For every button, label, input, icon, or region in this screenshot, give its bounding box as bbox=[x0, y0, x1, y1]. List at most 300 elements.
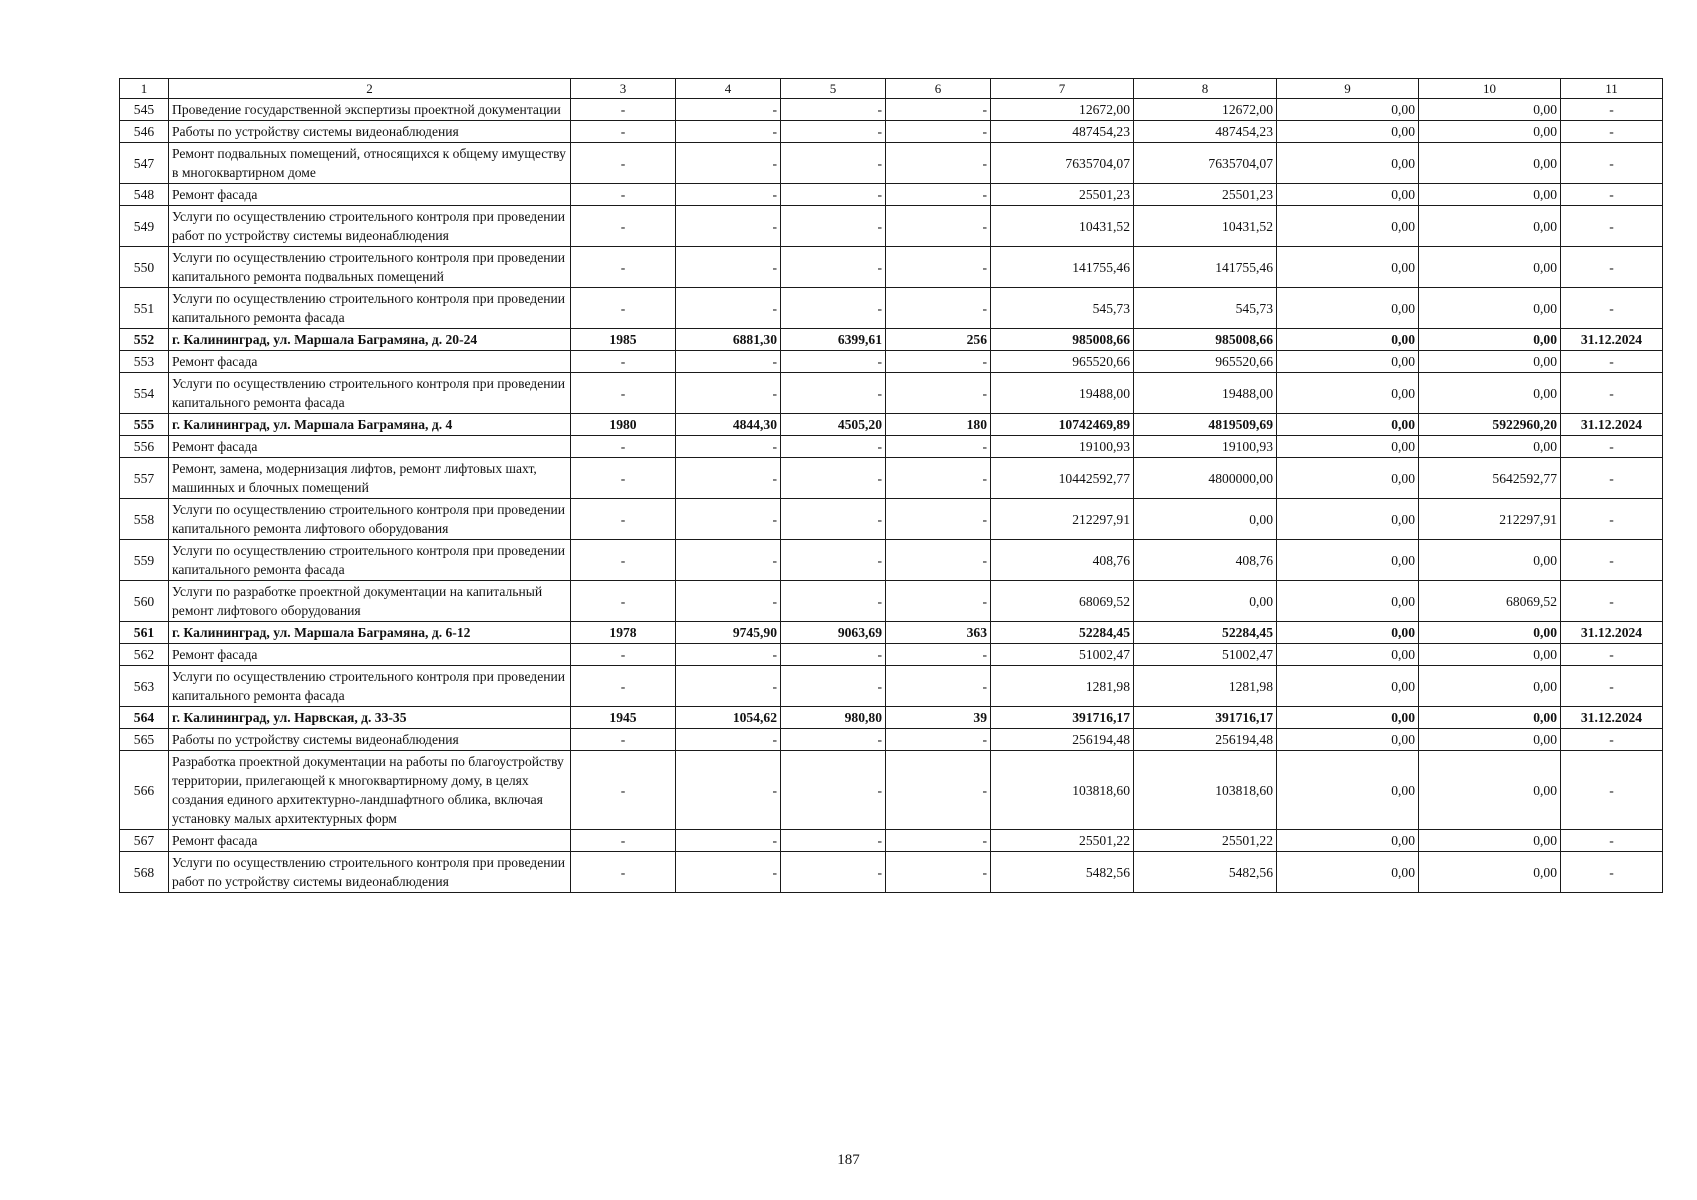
row-number: 563 bbox=[120, 666, 169, 707]
cell-col-3: - bbox=[571, 351, 676, 373]
row-number: 560 bbox=[120, 581, 169, 622]
cell-col-8: 7635704,07 bbox=[1134, 143, 1277, 184]
cell-col-4: - bbox=[676, 247, 781, 288]
row-number: 548 bbox=[120, 184, 169, 206]
table-row bbox=[120, 644, 1663, 666]
cell-col-4: - bbox=[676, 830, 781, 852]
cell-col-3: 1985 bbox=[571, 329, 676, 351]
work-name: Ремонт фасада bbox=[169, 436, 571, 458]
cell-col-7: 1281,98 bbox=[991, 666, 1134, 707]
cell-col-10: 0,00 bbox=[1419, 206, 1561, 247]
cell-col-7: 5482,56 bbox=[991, 852, 1134, 893]
cell-col-9: 0,00 bbox=[1277, 143, 1419, 184]
capital-repair-table bbox=[119, 78, 1663, 893]
cell-col-9: 0,00 bbox=[1277, 206, 1419, 247]
column-number-10: 10 bbox=[1419, 79, 1561, 99]
cell-col-9: 0,00 bbox=[1277, 436, 1419, 458]
cell-col-9: 0,00 bbox=[1277, 499, 1419, 540]
work-name: г. Калининград, ул. Маршала Баграмяна, д. 4 bbox=[169, 414, 571, 436]
column-number-11: 11 bbox=[1561, 79, 1663, 99]
cell-col-9: 0,00 bbox=[1277, 351, 1419, 373]
cell-col-3: - bbox=[571, 247, 676, 288]
row-number: 565 bbox=[120, 729, 169, 751]
table-row bbox=[120, 99, 1663, 121]
column-number-5: 5 bbox=[781, 79, 886, 99]
cell-col-10: 0,00 bbox=[1419, 121, 1561, 143]
cell-col-5: 6399,61 bbox=[781, 329, 886, 351]
table-row bbox=[120, 729, 1663, 751]
column-number-header-row bbox=[120, 79, 1663, 99]
cell-col-5: 4505,20 bbox=[781, 414, 886, 436]
cell-col-8: 391716,17 bbox=[1134, 707, 1277, 729]
cell-col-7: 19488,00 bbox=[991, 373, 1134, 414]
table-row bbox=[120, 121, 1663, 143]
table-row bbox=[120, 206, 1663, 247]
cell-col-4: - bbox=[676, 540, 781, 581]
table-row bbox=[120, 436, 1663, 458]
cell-col-4: - bbox=[676, 852, 781, 893]
cell-col-7: 10742469,89 bbox=[991, 414, 1134, 436]
row-number: 564 bbox=[120, 707, 169, 729]
cell-col-5: - bbox=[781, 458, 886, 499]
column-number-9: 9 bbox=[1277, 79, 1419, 99]
work-name: г. Калининград, ул. Нарвская, д. 33-35 bbox=[169, 707, 571, 729]
cell-col-4: - bbox=[676, 143, 781, 184]
cell-col-4: - bbox=[676, 666, 781, 707]
cell-col-3: - bbox=[571, 184, 676, 206]
cell-col-5: - bbox=[781, 499, 886, 540]
row-number: 561 bbox=[120, 622, 169, 644]
cell-col-11: 31.12.2024 bbox=[1561, 707, 1663, 729]
cell-col-4: - bbox=[676, 751, 781, 830]
cell-col-11: - bbox=[1561, 666, 1663, 707]
cell-col-7: 487454,23 bbox=[991, 121, 1134, 143]
cell-col-10: 0,00 bbox=[1419, 184, 1561, 206]
cell-col-4: - bbox=[676, 458, 781, 499]
row-number: 567 bbox=[120, 830, 169, 852]
cell-col-8: 4819509,69 bbox=[1134, 414, 1277, 436]
cell-col-3: - bbox=[571, 121, 676, 143]
cell-col-6: - bbox=[886, 184, 991, 206]
cell-col-11: - bbox=[1561, 99, 1663, 121]
page-number: 187 bbox=[837, 1152, 860, 1168]
cell-col-4: - bbox=[676, 184, 781, 206]
column-number-1: 1 bbox=[120, 79, 169, 99]
cell-col-4: - bbox=[676, 644, 781, 666]
row-number: 550 bbox=[120, 247, 169, 288]
table-row bbox=[120, 540, 1663, 581]
cell-col-3: - bbox=[571, 499, 676, 540]
cell-col-6: - bbox=[886, 540, 991, 581]
cell-col-11: - bbox=[1561, 206, 1663, 247]
cell-col-4: 4844,30 bbox=[676, 414, 781, 436]
cell-col-7: 212297,91 bbox=[991, 499, 1134, 540]
cell-col-7: 12672,00 bbox=[991, 99, 1134, 121]
cell-col-11: 31.12.2024 bbox=[1561, 622, 1663, 644]
column-number-6: 6 bbox=[886, 79, 991, 99]
cell-col-10: 5642592,77 bbox=[1419, 458, 1561, 499]
cell-col-7: 19100,93 bbox=[991, 436, 1134, 458]
cell-col-8: 25501,23 bbox=[1134, 184, 1277, 206]
cell-col-10: 5922960,20 bbox=[1419, 414, 1561, 436]
cell-col-6: - bbox=[886, 499, 991, 540]
cell-col-7: 103818,60 bbox=[991, 751, 1134, 830]
cell-col-3: - bbox=[571, 143, 676, 184]
table-row-address bbox=[120, 622, 1663, 644]
cell-col-11: - bbox=[1561, 184, 1663, 206]
cell-col-3: - bbox=[571, 830, 676, 852]
cell-col-8: 487454,23 bbox=[1134, 121, 1277, 143]
cell-col-6: - bbox=[886, 729, 991, 751]
cell-col-11: - bbox=[1561, 852, 1663, 893]
cell-col-6: 256 bbox=[886, 329, 991, 351]
work-name: Услуги по осуществлению строительного контроля при проведении капитального ремонта лифтового оборудования bbox=[169, 499, 571, 540]
work-name: Услуги по осуществлению строительного контроля при проведении капитального ремонта фасада bbox=[169, 540, 571, 581]
column-number-4: 4 bbox=[676, 79, 781, 99]
row-number: 558 bbox=[120, 499, 169, 540]
cell-col-5: 9063,69 bbox=[781, 622, 886, 644]
cell-col-9: 0,00 bbox=[1277, 540, 1419, 581]
cell-col-3: - bbox=[571, 644, 676, 666]
cell-col-11: - bbox=[1561, 143, 1663, 184]
cell-col-7: 10431,52 bbox=[991, 206, 1134, 247]
cell-col-8: 256194,48 bbox=[1134, 729, 1277, 751]
cell-col-11: 31.12.2024 bbox=[1561, 329, 1663, 351]
cell-col-5: - bbox=[781, 830, 886, 852]
cell-col-4: 1054,62 bbox=[676, 707, 781, 729]
row-number: 546 bbox=[120, 121, 169, 143]
work-name: Проведение государственной экспертизы проектной документации bbox=[169, 99, 571, 121]
cell-col-9: 0,00 bbox=[1277, 751, 1419, 830]
table-row-address bbox=[120, 707, 1663, 729]
cell-col-10: 0,00 bbox=[1419, 247, 1561, 288]
cell-col-6: - bbox=[886, 143, 991, 184]
cell-col-11: - bbox=[1561, 540, 1663, 581]
cell-col-11: - bbox=[1561, 288, 1663, 329]
work-name: Услуги по осуществлению строительного контроля при проведении капитального ремонта фасада bbox=[169, 666, 571, 707]
cell-col-6: - bbox=[886, 206, 991, 247]
cell-col-6: - bbox=[886, 99, 991, 121]
cell-col-10: 0,00 bbox=[1419, 351, 1561, 373]
cell-col-10: 0,00 bbox=[1419, 666, 1561, 707]
work-name: г. Калининград, ул. Маршала Баграмяна, д. 6-12 bbox=[169, 622, 571, 644]
cell-col-10: 0,00 bbox=[1419, 143, 1561, 184]
table-row-address bbox=[120, 414, 1663, 436]
table-row bbox=[120, 247, 1663, 288]
column-number-3: 3 bbox=[571, 79, 676, 99]
cell-col-7: 25501,23 bbox=[991, 184, 1134, 206]
cell-col-8: 52284,45 bbox=[1134, 622, 1277, 644]
cell-col-9: 0,00 bbox=[1277, 830, 1419, 852]
table-row bbox=[120, 830, 1663, 852]
cell-col-4: - bbox=[676, 373, 781, 414]
cell-col-3: - bbox=[571, 540, 676, 581]
cell-col-3: - bbox=[571, 99, 676, 121]
cell-col-9: 0,00 bbox=[1277, 666, 1419, 707]
cell-col-9: 0,00 bbox=[1277, 458, 1419, 499]
cell-col-8: 1281,98 bbox=[1134, 666, 1277, 707]
cell-col-6: - bbox=[886, 830, 991, 852]
cell-col-10: 0,00 bbox=[1419, 729, 1561, 751]
cell-col-10: 212297,91 bbox=[1419, 499, 1561, 540]
cell-col-10: 0,00 bbox=[1419, 436, 1561, 458]
cell-col-3: - bbox=[571, 288, 676, 329]
cell-col-9: 0,00 bbox=[1277, 121, 1419, 143]
work-name: Ремонт фасада bbox=[169, 644, 571, 666]
column-number-7: 7 bbox=[991, 79, 1134, 99]
cell-col-10: 0,00 bbox=[1419, 373, 1561, 414]
row-number: 562 bbox=[120, 644, 169, 666]
table-row bbox=[120, 499, 1663, 540]
cell-col-5: - bbox=[781, 666, 886, 707]
cell-col-4: - bbox=[676, 121, 781, 143]
cell-col-5: - bbox=[781, 143, 886, 184]
cell-col-3: - bbox=[571, 206, 676, 247]
cell-col-4: - bbox=[676, 499, 781, 540]
cell-col-4: - bbox=[676, 99, 781, 121]
cell-col-9: 0,00 bbox=[1277, 373, 1419, 414]
cell-col-9: 0,00 bbox=[1277, 184, 1419, 206]
cell-col-10: 0,00 bbox=[1419, 707, 1561, 729]
cell-col-8: 51002,47 bbox=[1134, 644, 1277, 666]
cell-col-3: - bbox=[571, 581, 676, 622]
cell-col-5: - bbox=[781, 184, 886, 206]
cell-col-5: - bbox=[781, 644, 886, 666]
table-row bbox=[120, 666, 1663, 707]
cell-col-3: - bbox=[571, 458, 676, 499]
cell-col-11: - bbox=[1561, 751, 1663, 830]
work-name: Услуги по осуществлению строительного контроля при проведении капитального ремонта фасада bbox=[169, 288, 571, 329]
cell-col-9: 0,00 bbox=[1277, 99, 1419, 121]
cell-col-8: 19100,93 bbox=[1134, 436, 1277, 458]
cell-col-6: - bbox=[886, 121, 991, 143]
row-number: 547 bbox=[120, 143, 169, 184]
cell-col-4: - bbox=[676, 206, 781, 247]
cell-col-5: - bbox=[781, 581, 886, 622]
table-row bbox=[120, 288, 1663, 329]
cell-col-10: 0,00 bbox=[1419, 540, 1561, 581]
work-name: Услуги по осуществлению строительного контроля при проведении работ по устройству системы видеонаблюдения bbox=[169, 206, 571, 247]
cell-col-11: - bbox=[1561, 458, 1663, 499]
row-number: 568 bbox=[120, 852, 169, 893]
cell-col-5: 980,80 bbox=[781, 707, 886, 729]
cell-col-6: - bbox=[886, 436, 991, 458]
cell-col-5: - bbox=[781, 852, 886, 893]
cell-col-6: - bbox=[886, 373, 991, 414]
cell-col-10: 0,00 bbox=[1419, 288, 1561, 329]
cell-col-9: 0,00 bbox=[1277, 247, 1419, 288]
cell-col-6: - bbox=[886, 351, 991, 373]
work-name: Услуги по осуществлению строительного контроля при проведении капитального ремонта фасада bbox=[169, 373, 571, 414]
cell-col-7: 51002,47 bbox=[991, 644, 1134, 666]
work-name: г. Калининград, ул. Маршала Баграмяна, д. 20-24 bbox=[169, 329, 571, 351]
cell-col-3: - bbox=[571, 666, 676, 707]
cell-col-8: 19488,00 bbox=[1134, 373, 1277, 414]
cell-col-7: 52284,45 bbox=[991, 622, 1134, 644]
cell-col-11: - bbox=[1561, 247, 1663, 288]
cell-col-6: 39 bbox=[886, 707, 991, 729]
row-number: 553 bbox=[120, 351, 169, 373]
work-name: Услуги по осуществлению строительного контроля при проведении работ по устройству системы видеонаблюдения bbox=[169, 852, 571, 893]
cell-col-6: - bbox=[886, 751, 991, 830]
table-row bbox=[120, 852, 1663, 893]
cell-col-6: - bbox=[886, 581, 991, 622]
column-number-2: 2 bbox=[169, 79, 571, 99]
cell-col-4: - bbox=[676, 436, 781, 458]
work-name: Ремонт подвальных помещений, относящихся к общему имуществу в многоквартирном доме bbox=[169, 143, 571, 184]
cell-col-10: 0,00 bbox=[1419, 751, 1561, 830]
work-name: Услуги по осуществлению строительного контроля при проведении капитального ремонта подвальных помещений bbox=[169, 247, 571, 288]
cell-col-5: - bbox=[781, 206, 886, 247]
cell-col-8: 985008,66 bbox=[1134, 329, 1277, 351]
cell-col-6: 363 bbox=[886, 622, 991, 644]
cell-col-11: - bbox=[1561, 729, 1663, 751]
cell-col-10: 0,00 bbox=[1419, 852, 1561, 893]
cell-col-8: 25501,22 bbox=[1134, 830, 1277, 852]
cell-col-10: 68069,52 bbox=[1419, 581, 1561, 622]
row-number: 545 bbox=[120, 99, 169, 121]
cell-col-8: 545,73 bbox=[1134, 288, 1277, 329]
cell-col-8: 12672,00 bbox=[1134, 99, 1277, 121]
cell-col-7: 965520,66 bbox=[991, 351, 1134, 373]
cell-col-7: 985008,66 bbox=[991, 329, 1134, 351]
cell-col-5: - bbox=[781, 288, 886, 329]
table-row bbox=[120, 184, 1663, 206]
cell-col-6: 180 bbox=[886, 414, 991, 436]
row-number: 552 bbox=[120, 329, 169, 351]
cell-col-3: 1945 bbox=[571, 707, 676, 729]
cell-col-3: 1978 bbox=[571, 622, 676, 644]
cell-col-5: - bbox=[781, 751, 886, 830]
cell-col-11: - bbox=[1561, 121, 1663, 143]
cell-col-10: 0,00 bbox=[1419, 644, 1561, 666]
cell-col-6: - bbox=[886, 644, 991, 666]
work-name: Ремонт фасада bbox=[169, 351, 571, 373]
cell-col-11: - bbox=[1561, 581, 1663, 622]
cell-col-4: - bbox=[676, 351, 781, 373]
cell-col-10: 0,00 bbox=[1419, 99, 1561, 121]
cell-col-8: 4800000,00 bbox=[1134, 458, 1277, 499]
cell-col-8: 103818,60 bbox=[1134, 751, 1277, 830]
work-name: Услуги по разработке проектной документации на капитальный ремонт лифтового оборудования bbox=[169, 581, 571, 622]
work-name: Ремонт фасада bbox=[169, 184, 571, 206]
cell-col-9: 0,00 bbox=[1277, 329, 1419, 351]
cell-col-9: 0,00 bbox=[1277, 288, 1419, 329]
cell-col-3: - bbox=[571, 436, 676, 458]
cell-col-9: 0,00 bbox=[1277, 852, 1419, 893]
cell-col-5: - bbox=[781, 729, 886, 751]
work-name: Ремонт фасада bbox=[169, 830, 571, 852]
cell-col-11: 31.12.2024 bbox=[1561, 414, 1663, 436]
table-row-address bbox=[120, 329, 1663, 351]
cell-col-4: 9745,90 bbox=[676, 622, 781, 644]
cell-col-9: 0,00 bbox=[1277, 622, 1419, 644]
cell-col-6: - bbox=[886, 288, 991, 329]
cell-col-7: 10442592,77 bbox=[991, 458, 1134, 499]
work-name: Работы по устройству системы видеонаблюдения bbox=[169, 729, 571, 751]
cell-col-4: - bbox=[676, 729, 781, 751]
cell-col-7: 25501,22 bbox=[991, 830, 1134, 852]
cell-col-7: 391716,17 bbox=[991, 707, 1134, 729]
row-number: 557 bbox=[120, 458, 169, 499]
cell-col-5: - bbox=[781, 351, 886, 373]
table-row bbox=[120, 581, 1663, 622]
cell-col-11: - bbox=[1561, 499, 1663, 540]
cell-col-9: 0,00 bbox=[1277, 581, 1419, 622]
cell-col-8: 408,76 bbox=[1134, 540, 1277, 581]
row-number: 549 bbox=[120, 206, 169, 247]
cell-col-6: - bbox=[886, 247, 991, 288]
row-number: 556 bbox=[120, 436, 169, 458]
cell-col-7: 7635704,07 bbox=[991, 143, 1134, 184]
cell-col-10: 0,00 bbox=[1419, 622, 1561, 644]
row-number: 555 bbox=[120, 414, 169, 436]
cell-col-3: - bbox=[571, 373, 676, 414]
cell-col-10: 0,00 bbox=[1419, 329, 1561, 351]
cell-col-5: - bbox=[781, 436, 886, 458]
cell-col-6: - bbox=[886, 852, 991, 893]
cell-col-5: - bbox=[781, 99, 886, 121]
cell-col-11: - bbox=[1561, 436, 1663, 458]
cell-col-8: 141755,46 bbox=[1134, 247, 1277, 288]
cell-col-5: - bbox=[781, 247, 886, 288]
cell-col-8: 965520,66 bbox=[1134, 351, 1277, 373]
cell-col-10: 0,00 bbox=[1419, 830, 1561, 852]
work-name: Работы по устройству системы видеонаблюдения bbox=[169, 121, 571, 143]
cell-col-8: 0,00 bbox=[1134, 499, 1277, 540]
row-number: 554 bbox=[120, 373, 169, 414]
cell-col-6: - bbox=[886, 666, 991, 707]
cell-col-9: 0,00 bbox=[1277, 707, 1419, 729]
row-number: 551 bbox=[120, 288, 169, 329]
cell-col-11: - bbox=[1561, 830, 1663, 852]
cell-col-4: 6881,30 bbox=[676, 329, 781, 351]
cell-col-9: 0,00 bbox=[1277, 414, 1419, 436]
cell-col-5: - bbox=[781, 540, 886, 581]
cell-col-11: - bbox=[1561, 373, 1663, 414]
cell-col-7: 408,76 bbox=[991, 540, 1134, 581]
cell-col-6: - bbox=[886, 458, 991, 499]
table-row bbox=[120, 143, 1663, 184]
cell-col-9: 0,00 bbox=[1277, 644, 1419, 666]
cell-col-3: - bbox=[571, 729, 676, 751]
cell-col-8: 10431,52 bbox=[1134, 206, 1277, 247]
cell-col-8: 0,00 bbox=[1134, 581, 1277, 622]
cell-col-11: - bbox=[1561, 351, 1663, 373]
cell-col-3: - bbox=[571, 852, 676, 893]
cell-col-7: 256194,48 bbox=[991, 729, 1134, 751]
cell-col-7: 545,73 bbox=[991, 288, 1134, 329]
cell-col-9: 0,00 bbox=[1277, 729, 1419, 751]
table-row bbox=[120, 751, 1663, 830]
work-name: Ремонт, замена, модернизация лифтов, ремонт лифтовых шахт, машинных и блочных помещений bbox=[169, 458, 571, 499]
cell-col-11: - bbox=[1561, 644, 1663, 666]
table-row bbox=[120, 458, 1663, 499]
row-number: 566 bbox=[120, 751, 169, 830]
cell-col-7: 68069,52 bbox=[991, 581, 1134, 622]
table-row bbox=[120, 351, 1663, 373]
row-number: 559 bbox=[120, 540, 169, 581]
cell-col-5: - bbox=[781, 373, 886, 414]
work-name: Разработка проектной документации на работы по благоустройству территории, прилегающей к многоквартирному дому, в целях создания единого архитектурно-ландшафтного облика, включая установку малых архитектурных форм bbox=[169, 751, 571, 830]
cell-col-5: - bbox=[781, 121, 886, 143]
cell-col-4: - bbox=[676, 581, 781, 622]
cell-col-4: - bbox=[676, 288, 781, 329]
cell-col-3: - bbox=[571, 751, 676, 830]
cell-col-7: 141755,46 bbox=[991, 247, 1134, 288]
column-number-8: 8 bbox=[1134, 79, 1277, 99]
cell-col-8: 5482,56 bbox=[1134, 852, 1277, 893]
